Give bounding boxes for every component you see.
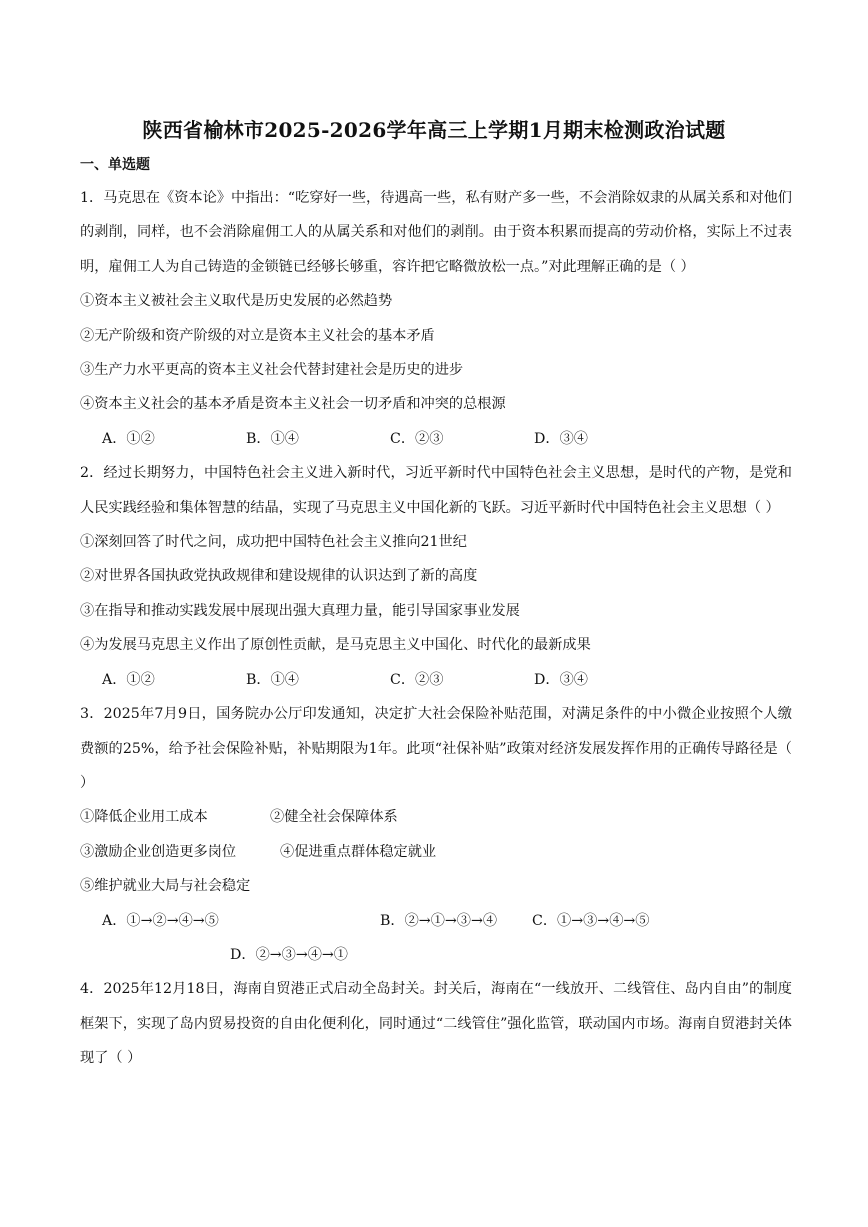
question-2-option-d: D．③④ bbox=[534, 671, 588, 688]
question-2-option-c: C．②③ bbox=[390, 671, 444, 688]
question-1-option-b: B．①④ bbox=[246, 430, 299, 447]
question-3-item-3: ③激励企业创造更多岗位 bbox=[80, 843, 237, 860]
question-1-item-2: ②无产阶级和资产阶级的对立是资本主义社会的基本矛盾 bbox=[80, 327, 435, 344]
question-list bbox=[80, 181, 792, 1076]
question-3-option-c: C．①→③→④→⑤ bbox=[532, 912, 650, 929]
question-2-item-3: ③在指导和推动实践发展中展现出强大真理力量，能引导国家事业发展 bbox=[80, 602, 520, 619]
question-1-item-4: ④资本主义社会的基本矛盾是资本主义社会一切矛盾和冲突的总根源 bbox=[80, 396, 506, 413]
question-1-stem: 1．马克思在《资本论》中指出：“吃穿好一些，待遇高一些，私有财产多一些，不会消除奴隶的从属关系和对他们的剥削，同样，也不会消除雇佣工人的从属关系和对他们的剥削。由于资本积累而提高的劳动价格，实际上不过表明，雇佣工人为自己铸造的金锁链已经够长够重，容许把它略微放松一点。”对此理解正确的是（ ） bbox=[80, 190, 792, 275]
question-3-options bbox=[80, 904, 792, 938]
question-2-option-a: A．①② bbox=[102, 671, 155, 688]
section-heading: 一、单选题 bbox=[80, 157, 150, 173]
question-2-stem: 2．经过长期努力，中国特色社会主义进入新时代，习近平新时代中国特色社会主义思想，是时代的产物，是党和人民实践经验和集体智慧的结晶，实现了马克思主义中国化新的飞跃。习近平新时代中国特色社会主义思想（ ） bbox=[80, 465, 792, 516]
question-2-item-2: ②对世界各国执政党执政规律和建设规律的认识达到了新的高度 bbox=[80, 568, 478, 585]
question-2-item-4: ④为发展马克思主义作出了原创性贡献，是马克思主义中国化、时代化的最新成果 bbox=[80, 637, 591, 654]
question-3-item-2: ②健全社会保障体系 bbox=[270, 809, 398, 826]
question-3-option-a: A．①→②→④→⑤ bbox=[102, 912, 219, 929]
question-3-items-row-1 bbox=[80, 800, 792, 834]
question-3-stem: 3．2025年7月9日，国务院办公厅印发通知，决定扩大社会保险补贴范围，对满足条件的中小微企业按照个人缴费额的25%，给予社会保险补贴，补贴期限为1年。此项“社保补贴”政策对经济发展发挥作用的正确传导路径是（ ） bbox=[80, 706, 792, 791]
question-2-options bbox=[80, 663, 792, 697]
question-1-option-c: C．②③ bbox=[390, 430, 444, 447]
question-1-options bbox=[80, 422, 792, 456]
question-2-option-b: B．①④ bbox=[246, 671, 299, 688]
document-title: 陕西省榆林市2025-2026学年高三上学期1月期末检测政治试题 bbox=[142, 118, 726, 142]
question-3-items-row-2 bbox=[80, 835, 792, 869]
question-1-item-1: ①资本主义被社会主义取代是历史发展的必然趋势 bbox=[80, 293, 393, 310]
question-4-stem: 4．2025年12月18日，海南自贸港正式启动全岛封关。封关后，海南在“一线放开、二线管住、岛内自由”的制度框架下，实现了岛内贸易投资的自由化便利化，同时通过“二线管住”强化监管，联动国内市场。海南自贸港封关体现了（ ） bbox=[80, 981, 792, 1067]
question-1-item-3: ③生产力水平更高的资本主义社会代替封建社会是历史的进步 bbox=[80, 362, 464, 379]
question-2-item-1: ①深刻回答了时代之问，成功把中国特色社会主义推向21世纪 bbox=[80, 534, 467, 551]
question-1-option-a: A．①② bbox=[102, 430, 155, 447]
question-1-option-d: D．③④ bbox=[534, 430, 588, 447]
question-3-item-5: ⑤维护就业大局与社会稳定 bbox=[80, 878, 251, 895]
question-3-option-d: D．②→③→④→① bbox=[230, 946, 348, 963]
question-3-item-1: ①降低企业用工成本 bbox=[80, 809, 208, 826]
question-3-option-b: B．②→①→③→④ bbox=[380, 912, 498, 929]
question-3-options-row-2 bbox=[80, 938, 792, 972]
question-3-item-4: ④促进重点群体稳定就业 bbox=[280, 843, 437, 860]
